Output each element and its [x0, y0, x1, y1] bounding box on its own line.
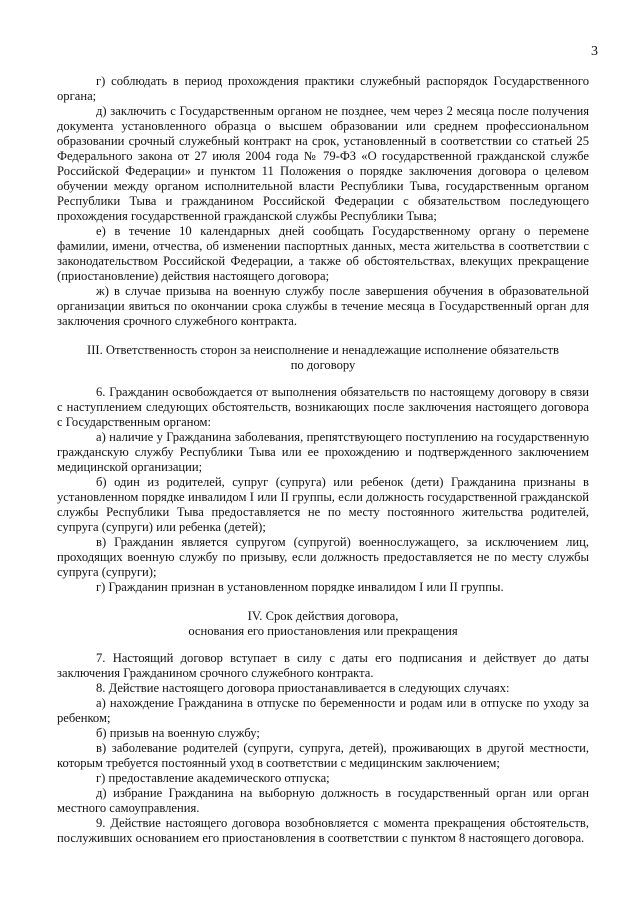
- paragraph: б) призыв на военную службу;: [96, 726, 260, 740]
- paragraph: е) в течение 10 календарных дней сообщать Государственному органу о перемене фамилии, имени, отчества, об изменении паспортных данных, места жительства в соответствии с законодательством Российской Федерации, а также об обстоятельствах, влекущих прекращение (приостановление) действия настоящего договора;: [57, 224, 589, 283]
- section-heading-line: III. Ответственность сторон за неисполнение и ненадлежащие исполнение обязательств: [87, 343, 559, 357]
- section-heading: [57, 609, 589, 639]
- page-number: 3: [591, 44, 598, 59]
- paragraph: 7. Настоящий договор вступает в силу с даты его подписания и действует до даты заключения Гражданином срочного служебного контракта.: [57, 651, 589, 680]
- section-heading: [57, 343, 589, 373]
- paragraph: в) заболевание родителей (супруги, супруга, детей), проживающих в другой местности, которым требуется постоянный уход в соответствии с медицинским заключением;: [57, 741, 589, 770]
- paragraph: а) нахождение Гражданина в отпуске по беременности и родам или в отпуске по уходу за ребенком;: [57, 696, 589, 725]
- paragraph: б) один из родителей, супруг (супруга) или ребенок (дети) Гражданина признаны в установленном порядке инвалидом I или II группы, если должность государственной гражданской службы Республики Тыва предоставляется не по месту постоянного жительства родителей, супруга (супруги) или ребенка (детей);: [57, 475, 589, 534]
- paragraph: в) Гражданин является супругом (супругой) военнослужащего, за исключением лиц, проходящих военную службу по призыву, если должность предоставляется не по месту службы супруга (супруги);: [57, 535, 589, 579]
- paragraph: г) Гражданин признан в установленном порядке инвалидом I или II группы.: [96, 580, 504, 594]
- section-heading-line: IV. Срок действия договора,: [247, 609, 399, 623]
- section-heading-line: по договору: [290, 358, 356, 372]
- paragraph: 6. Гражданин освобождается от выполнения обязательств по настоящему договору в связи с наступлением следующих обстоятельств, возникающих после заключения настоящего договора с Государственным органом:: [57, 385, 589, 429]
- paragraph: г) предоставление академического отпуска;: [96, 771, 330, 785]
- paragraph: ж) в случае призыва на военную службу после завершения обучения в образовательной организации явиться по окончании срока службы в течение месяца в Государственный орган для заключения срочного служебного контракта.: [57, 284, 589, 328]
- paragraph: д) избрание Гражданина на выборную должность в государственный орган или орган местного самоуправления.: [57, 786, 589, 815]
- paragraph: г) соблюдать в период прохождения практики служебный распорядок Государственного органа;: [57, 74, 589, 103]
- paragraph: 8. Действие настоящего договора приостанавливается в следующих случаях:: [96, 681, 510, 695]
- section-heading-line: основания его приостановления или прекращения: [188, 624, 458, 638]
- document-body: [57, 74, 589, 846]
- paragraph: 9. Действие настоящего договора возобновляется с момента прекращения обстоятельств, послуживших основанием его приостановления в соответствии с пунктом 8 настоящего договора.: [57, 816, 589, 845]
- paragraph: д) заключить с Государственным органом не позднее, чем через 2 месяца после получения документа установленного образца о высшем образовании или среднем профессиональном образовании срочный служебный контракт на срок, установленный в соответствии со статьей 25 Федерального закона от 27 июля 2004 года № 79-ФЗ «О государственной гражданской службе Российской Федерации» и пунктом 11 Положения о порядке заключения договора о целевом обучении между органом исполнительной власти Республики Тыва, государственным органом Республики Тыва и гражданином Российской Федерации с обязательством последующего прохождения государственной гражданской службы Республики Тыва;: [57, 104, 589, 223]
- paragraph: а) наличие у Гражданина заболевания, препятствующего поступлению на государственную гражданскую службу Республики Тыва или ее прохождению и подтвержденного заключением медицинской организации;: [57, 430, 589, 474]
